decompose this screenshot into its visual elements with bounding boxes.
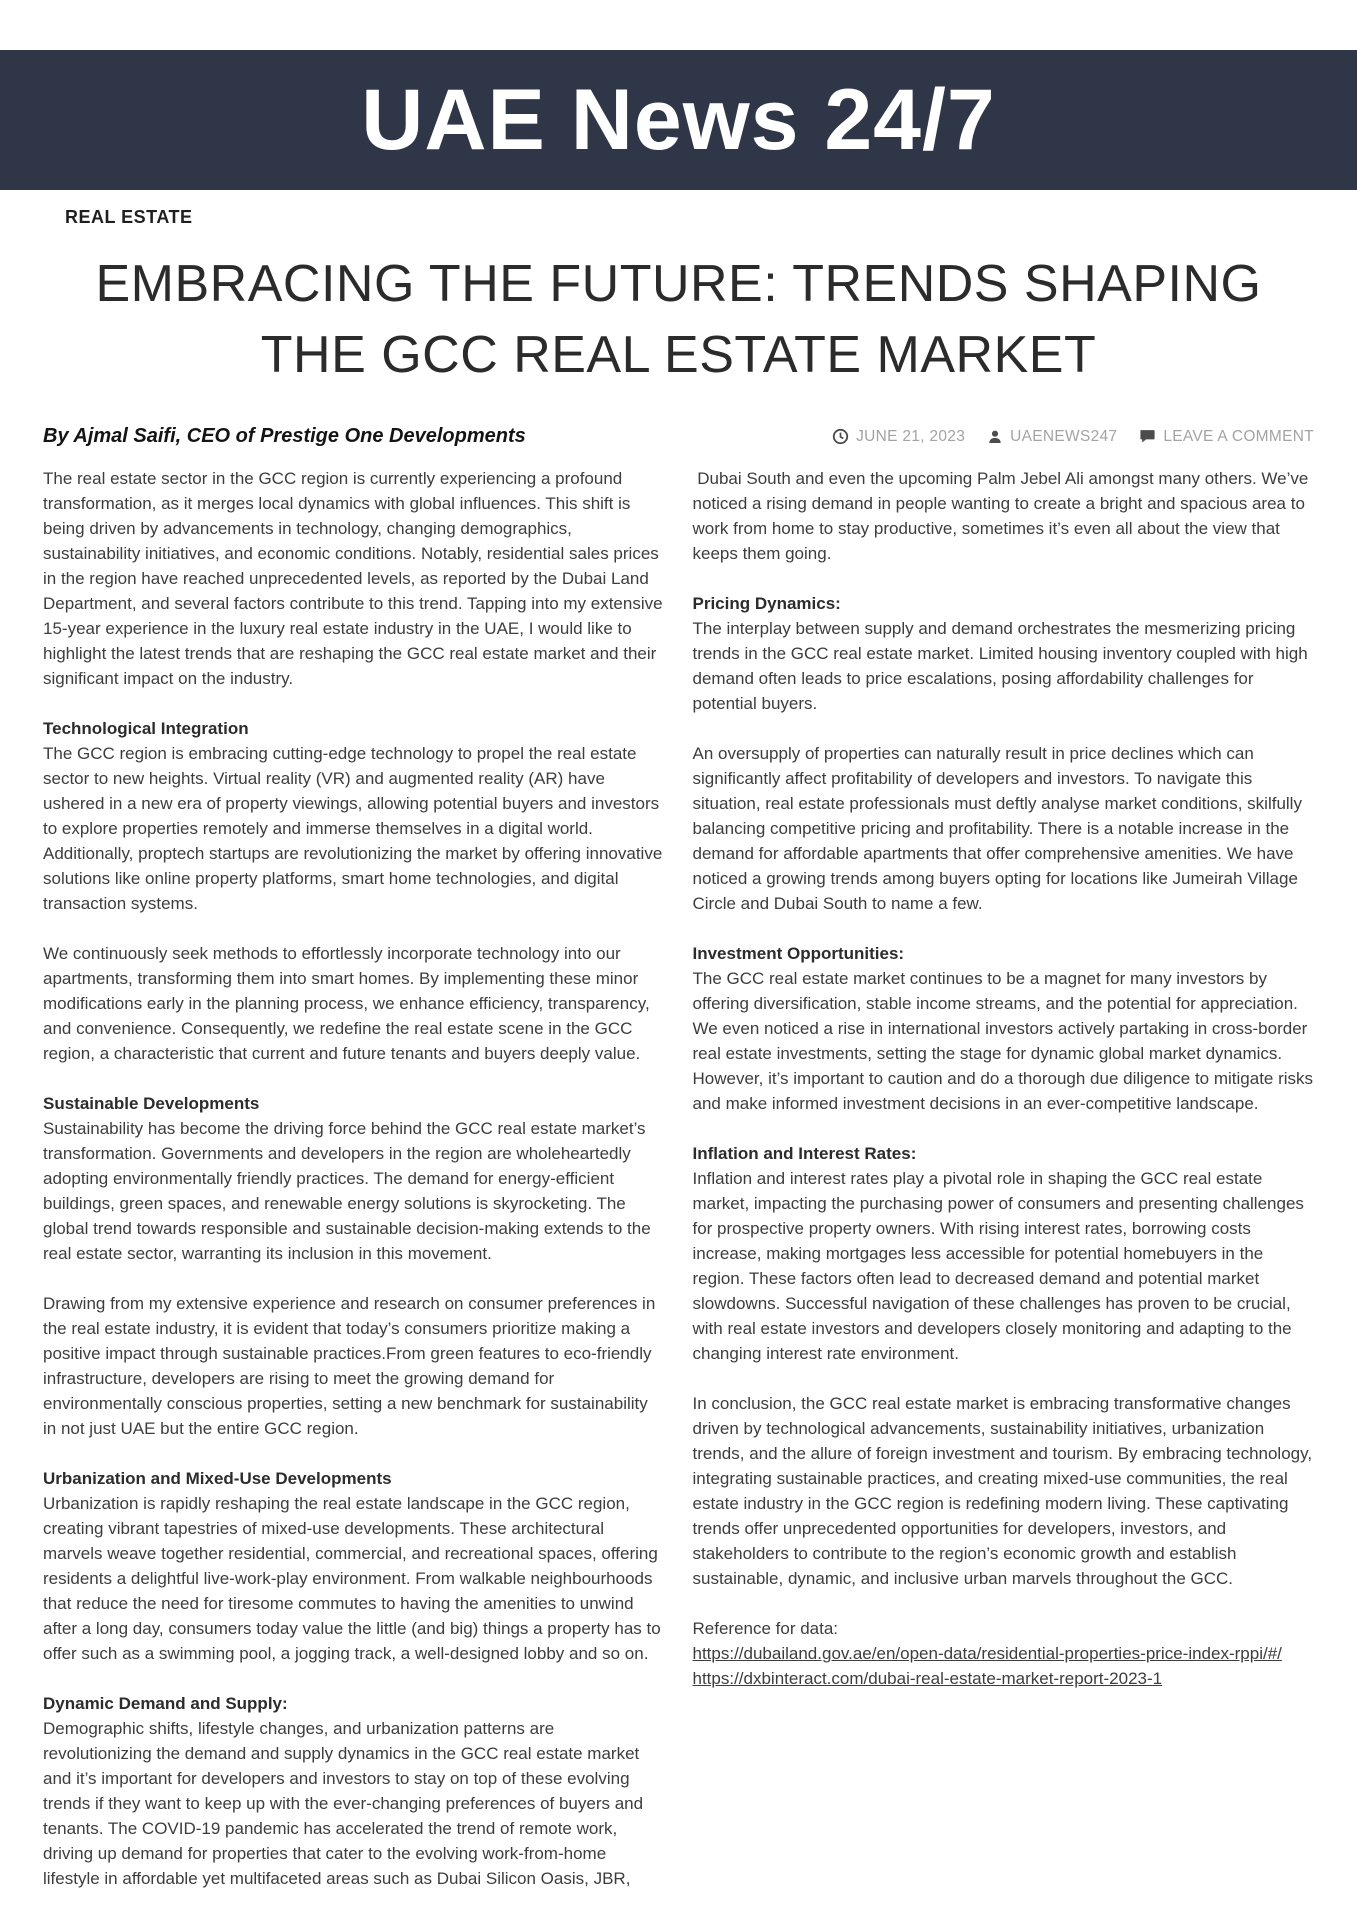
post-author[interactable] [987,428,1117,446]
clock-icon [832,428,849,445]
site-logo-title[interactable]: UAE News 24/7 [361,72,996,168]
post-date [832,428,965,446]
section-heading: Investment Opportunities: [692,944,905,963]
article-body [43,466,1318,1916]
section-heading: Pricing Dynamics: [692,594,841,613]
article-title: EMBRACING THE FUTURE: TRENDS SHAPING THE GCC REAL ESTATE MARKET [95,255,1262,384]
reference-link[interactable]: https://dubailand.gov.ae/en/open-data/residential-properties-price-index-rppi/#/ [692,1644,1282,1663]
article-paragraph: Dubai South and even the upcoming Palm Jebel Ali amongst many others. We’ve noticed a rising demand in people wanting to create a bright and spacious area to work from home to stay productive, sometimes it’s even all about the view that keeps them going. [692,469,1314,563]
article-paragraph: Sustainability has become the driving force behind the GCC real estate market’s transformation. Governments and developers in the region are wholeheartedly adopting environmentally friendly practices. The demand for energy-efficient buildings, green spaces, and renewable energy solutions is skyrocketing. The global trend towards responsible and sustainable decision-making extends to the real estate sector, warranting its inclusion in this movement. [43,1119,656,1263]
article-paragraph: Inflation and interest rates play a pivotal role in shaping the GCC real estate market, impacting the purchasing power of consumers and presenting challenges for prospective property owners. With rising interest rates, borrowing costs increase, making mortgages less accessible for potential homebuyers in the region. These factors often lead to decreased demand and potential market slowdowns. Successful navigation of these challenges has proven to be crucial, with real estate investors and developers closely monitoring and adapting to the changing interest rate environment. [692,1169,1309,1363]
article-paragraph: We continuously seek methods to effortlessly incorporate technology into our apartments, transforming them into smart homes. By implementing these minor modifications early in the planning process, we enhance efficiency, transparency, and convenience. Consequently, we redefine the real estate scene in the GCC region, a characteristic that current and future tenants and buyers deeply value. [43,944,655,1063]
comment-icon [1139,428,1156,445]
article-paragraph: The interplay between supply and demand orchestrates the mesmerizing pricing trends in the GCC real estate market. Limited housing inventory coupled with high demand often leads to price escalations, posing affordability challenges for potential buyers. [692,619,1313,713]
article-paragraph: The GCC real estate market continues to be a magnet for many investors by offering diversification, stable income streams, and the potential for appreciation. We even noticed a rise in international investors actively partaking in cross-border real estate investments, setting the stage for dynamic global market dynamics. However, it’s important to caution and do a thorough due diligence to mitigate risks and make informed investment decisions in an ever-competitive landscape. [692,969,1318,1113]
article-paragraph: Demographic shifts, lifestyle changes, and urbanization patterns are revolutionizing the demand and supply dynamics in the GCC real estate market and it’s important for developers and investors to stay on top of these evolving trends if they want to keep up with the ever-changing preferences of buyers and tenants. The COVID-19 pandemic has accelerated the trend of remote work, driving up demand for properties that cater to the evolving work-from-home lifestyle in affordable yet multifaceted areas such as Dubai Silicon Oasis, JBR, [43,1719,648,1888]
byline-row [43,425,1314,448]
section-heading: Sustainable Developments [43,1094,260,1113]
section-heading: Urbanization and Mixed-Use Developments [43,1469,392,1488]
post-author-label: UAENEWS247 [1010,427,1118,445]
section-heading: Inflation and Interest Rates: [692,1144,917,1163]
section-heading: Technological Integration [43,719,249,738]
post-date-label: JUNE 21, 2023 [856,427,966,445]
article-column-right [692,466,1318,1916]
article-paragraph: In conclusion, the GCC real estate market is embracing transformative changes driven by technological advancements, sustainability initiatives, urbanization trends, and the allure of foreign investment and tourism. By embracing technology, integrating sustainable practices, and creating mixed-use communities, the real estate industry in the GCC region is redefining modern living. These captivating trends offer unprecedented opportunities for developers, investors, and stakeholders to contribute to the region’s economic growth and establish sustainable, dynamic, and inclusive urban marvels throughout the GCC. [692,1394,1317,1588]
reference-label: Reference for data: [692,1619,839,1638]
user-icon [987,429,1003,445]
masthead-banner [0,50,1357,190]
leave-comment-label: LEAVE A COMMENT [1163,427,1314,445]
article-column-left [43,466,668,1916]
article-paragraph: An oversupply of properties can naturally result in price declines which can significantly affect profitability of developers and investors. To navigate this situation, real estate professionals must deftly analyse market conditions, skilfully balancing competitive pricing and profitability. There is a notable increase in the demand for affordable apartments that offer comprehensive amenities. We have noticed a growing trends among buyers opting for locations like Jumeirah Village Circle and Dubai South to name a few. [692,744,1307,913]
leave-comment-link[interactable] [1139,428,1314,446]
article-paragraph: Drawing from my extensive experience and research on consumer preferences in the real estate industry, it is evident that today’s consumers prioritize making a positive impact through sustainable practices.From green features to eco-friendly infrastructure, developers are rising to meet the growing demand for environmentally conscious properties, setting a new benchmark for sustainability in not just UAE but the entire GCC region. [43,1294,661,1438]
post-meta [832,428,1314,446]
byline: By Ajmal Saifi, CEO of Prestige One Developments [43,425,526,447]
category-label[interactable]: REAL ESTATE [65,207,193,227]
article-paragraph: The GCC region is embracing cutting-edge technology to propel the real estate sector to new heights. Virtual reality (VR) and augmented reality (AR) have ushered in a new era of property viewings, allowing potential buyers and investors to explore properties remotely and immerse themselves in a digital world. Additionally, proptech startups are revolutionizing the market by offering innovative solutions like online property platforms, smart home technologies, and digital transaction systems. [43,744,668,913]
article-paragraph: Urbanization is rapidly reshaping the real estate landscape in the GCC region, creating vibrant tapestries of mixed-use developments. These architectural marvels weave together residential, commercial, and recreational spaces, offering residents a delightful live-work-play environment. From walkable neighbourhoods that reduce the need for tiresome commutes to having the amenities to unwind after a long day, consumers today value the little (and big) things a property has to offer such as a swimming pool, a jogging track, a well-designed lobby and so on. [43,1494,666,1663]
article-paragraph: The real estate sector in the GCC region is currently experiencing a profound transformation, as it merges local dynamics with global influences. This shift is being driven by advancements in technology, changing demographics, sustainability initiatives, and economic conditions. Notably, residential sales prices in the region have reached unprecedented levels, as reported by the Dubai Land Department, and several factors contribute to this trend. Tapping into my extensive 15-year experience in the luxury real estate industry in the UAE, I would like to highlight the latest trends that are reshaping the GCC real estate market and their significant impact on the industry. [43,469,668,688]
reference-link[interactable]: https://dxbinteract.com/dubai-real-estate-market-report-2023-1 [692,1669,1163,1688]
section-heading: Dynamic Demand and Supply: [43,1694,288,1713]
